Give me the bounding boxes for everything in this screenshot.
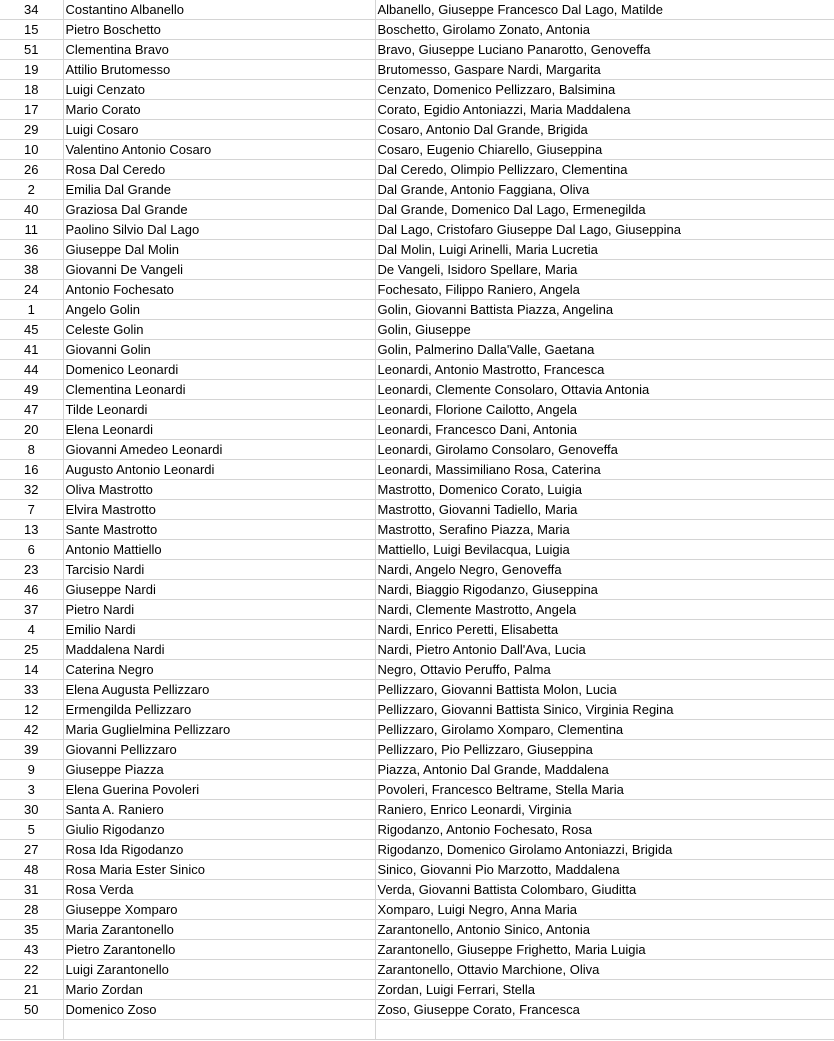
- number-cell[interactable]: 40: [0, 200, 63, 220]
- table-row: [0, 60, 834, 80]
- parents-cell[interactable]: Mastrotto, Serafino Piazza, Maria: [375, 520, 834, 540]
- parents-cell[interactable]: Rigodanzo, Domenico Girolamo Antoniazzi, Brigida: [375, 840, 834, 860]
- table-row: [0, 120, 834, 140]
- table-row: [0, 460, 834, 480]
- number-cell[interactable]: 18: [0, 80, 63, 100]
- parents-cell[interactable]: Pellizzaro, Girolamo Xomparo, Clementina: [375, 720, 834, 740]
- parents-cell[interactable]: Cosaro, Eugenio Chiarello, Giuseppina: [375, 140, 834, 160]
- name-cell[interactable]: Giovanni De Vangeli: [63, 260, 375, 280]
- table-row: [0, 380, 834, 400]
- number-cell[interactable]: 39: [0, 740, 63, 760]
- parents-cell[interactable]: Verda, Giovanni Battista Colombaro, Giuditta: [375, 880, 834, 900]
- name-cell[interactable]: Rosa Verda: [63, 880, 375, 900]
- name-cell[interactable]: Rosa Ida Rigodanzo: [63, 840, 375, 860]
- parents-cell[interactable]: Negro, Ottavio Peruffo, Palma: [375, 660, 834, 680]
- number-cell[interactable]: 30: [0, 800, 63, 820]
- name-cell[interactable]: Sante Mastrotto: [63, 520, 375, 540]
- name-cell[interactable]: Giovanni Pellizzaro: [63, 740, 375, 760]
- table-row: [0, 920, 834, 940]
- parents-cell[interactable]: Mattiello, Luigi Bevilacqua, Luigia: [375, 540, 834, 560]
- parents-cell[interactable]: [375, 1020, 834, 1040]
- table-row: [0, 600, 834, 620]
- parents-cell[interactable]: Leonardi, Massimiliano Rosa, Caterina: [375, 460, 834, 480]
- table-row: [0, 540, 834, 560]
- table-row: [0, 500, 834, 520]
- name-cell[interactable]: Giuseppe Piazza: [63, 760, 375, 780]
- table-row: [0, 320, 834, 340]
- number-cell[interactable]: 50: [0, 1000, 63, 1020]
- number-cell[interactable]: 31: [0, 880, 63, 900]
- number-cell[interactable]: 36: [0, 240, 63, 260]
- table-row: [0, 520, 834, 540]
- parents-cell[interactable]: Fochesato, Filippo Raniero, Angela: [375, 280, 834, 300]
- parents-cell[interactable]: Zoso, Giuseppe Corato, Francesca: [375, 1000, 834, 1020]
- name-cell[interactable]: Mario Corato: [63, 100, 375, 120]
- parents-cell[interactable]: Corato, Egidio Antoniazzi, Maria Maddalena: [375, 100, 834, 120]
- name-cell[interactable]: Tilde Leonardi: [63, 400, 375, 420]
- number-cell[interactable]: 48: [0, 860, 63, 880]
- name-cell[interactable]: Emilio Nardi: [63, 620, 375, 640]
- parents-cell[interactable]: Zarantonello, Giuseppe Frighetto, Maria Luigia: [375, 940, 834, 960]
- parents-cell[interactable]: Albanello, Giuseppe Francesco Dal Lago, Matilde: [375, 0, 834, 20]
- number-cell[interactable]: 7: [0, 500, 63, 520]
- number-cell[interactable]: 16: [0, 460, 63, 480]
- table-row: [0, 620, 834, 640]
- table-row: [0, 300, 834, 320]
- name-cell[interactable]: Santa A. Raniero: [63, 800, 375, 820]
- name-cell[interactable]: Giulio Rigodanzo: [63, 820, 375, 840]
- table-row: [0, 360, 834, 380]
- table-row: [0, 760, 834, 780]
- parents-cell[interactable]: Golin, Palmerino Dalla'Valle, Gaetana: [375, 340, 834, 360]
- name-cell[interactable]: Mario Zordan: [63, 980, 375, 1000]
- table-row: [0, 900, 834, 920]
- number-cell[interactable]: 20: [0, 420, 63, 440]
- parents-cell[interactable]: Cosaro, Antonio Dal Grande, Brigida: [375, 120, 834, 140]
- table-row: [0, 340, 834, 360]
- table-row: [0, 700, 834, 720]
- number-cell[interactable]: 51: [0, 40, 63, 60]
- name-cell[interactable]: Paolino Silvio Dal Lago: [63, 220, 375, 240]
- number-cell[interactable]: 45: [0, 320, 63, 340]
- table-row: [0, 660, 834, 680]
- parents-cell[interactable]: Golin, Giuseppe: [375, 320, 834, 340]
- name-cell[interactable]: Rosa Maria Ester Sinico: [63, 860, 375, 880]
- name-cell[interactable]: Antonio Fochesato: [63, 280, 375, 300]
- table-row: [0, 280, 834, 300]
- parents-cell[interactable]: Dal Grande, Domenico Dal Lago, Ermenegilda: [375, 200, 834, 220]
- name-cell[interactable]: Rosa Dal Ceredo: [63, 160, 375, 180]
- parents-cell[interactable]: Zarantonello, Antonio Sinico, Antonia: [375, 920, 834, 940]
- number-cell[interactable]: 23: [0, 560, 63, 580]
- table-row: [0, 420, 834, 440]
- number-cell[interactable]: 11: [0, 220, 63, 240]
- parents-cell[interactable]: Povoleri, Francesco Beltrame, Stella Maria: [375, 780, 834, 800]
- number-cell[interactable]: 3: [0, 780, 63, 800]
- number-cell[interactable]: 29: [0, 120, 63, 140]
- number-cell[interactable]: [0, 1020, 63, 1040]
- parents-cell[interactable]: Leonardi, Antonio Mastrotto, Francesca: [375, 360, 834, 380]
- name-cell[interactable]: Elena Leonardi: [63, 420, 375, 440]
- table-row: [0, 0, 834, 20]
- number-cell[interactable]: 28: [0, 900, 63, 920]
- table-row: [0, 820, 834, 840]
- table-row: [0, 1020, 834, 1040]
- table-row: [0, 560, 834, 580]
- name-cell[interactable]: Ermengilda Pellizzaro: [63, 700, 375, 720]
- name-cell[interactable]: Clementina Leonardi: [63, 380, 375, 400]
- parents-cell[interactable]: Leonardi, Florione Cailotto, Angela: [375, 400, 834, 420]
- name-cell[interactable]: Augusto Antonio Leonardi: [63, 460, 375, 480]
- number-cell[interactable]: 21: [0, 980, 63, 1000]
- name-cell[interactable]: Giuseppe Nardi: [63, 580, 375, 600]
- number-cell[interactable]: 15: [0, 20, 63, 40]
- name-cell[interactable]: Pietro Zarantonello: [63, 940, 375, 960]
- number-cell[interactable]: 14: [0, 660, 63, 680]
- parents-cell[interactable]: Brutomesso, Gaspare Nardi, Margarita: [375, 60, 834, 80]
- number-cell[interactable]: 33: [0, 680, 63, 700]
- table-row: [0, 480, 834, 500]
- name-cell[interactable]: Maria Zarantonello: [63, 920, 375, 940]
- parents-cell[interactable]: Zordan, Luigi Ferrari, Stella: [375, 980, 834, 1000]
- number-cell[interactable]: 17: [0, 100, 63, 120]
- name-cell[interactable]: [63, 1020, 375, 1040]
- number-cell[interactable]: 22: [0, 960, 63, 980]
- parents-cell[interactable]: Mastrotto, Giovanni Tadiello, Maria: [375, 500, 834, 520]
- name-cell[interactable]: Valentino Antonio Cosaro: [63, 140, 375, 160]
- name-cell[interactable]: Clementina Bravo: [63, 40, 375, 60]
- name-cell[interactable]: Angelo Golin: [63, 300, 375, 320]
- parents-cell[interactable]: Xomparo, Luigi Negro, Anna Maria: [375, 900, 834, 920]
- table-row: [0, 160, 834, 180]
- table-row: [0, 580, 834, 600]
- table-row: [0, 780, 834, 800]
- table-row: [0, 720, 834, 740]
- table-row: [0, 240, 834, 260]
- number-cell[interactable]: 26: [0, 160, 63, 180]
- number-cell[interactable]: 47: [0, 400, 63, 420]
- parents-cell[interactable]: Bravo, Giuseppe Luciano Panarotto, Genoveffa: [375, 40, 834, 60]
- name-cell[interactable]: Luigi Cosaro: [63, 120, 375, 140]
- number-cell[interactable]: 19: [0, 60, 63, 80]
- name-cell[interactable]: Oliva Mastrotto: [63, 480, 375, 500]
- table-row: [0, 400, 834, 420]
- parents-cell[interactable]: Nardi, Angelo Negro, Genoveffa: [375, 560, 834, 580]
- parents-cell[interactable]: Dal Molin, Luigi Arinelli, Maria Lucretia: [375, 240, 834, 260]
- parents-cell[interactable]: Leonardi, Francesco Dani, Antonia: [375, 420, 834, 440]
- table-row: [0, 260, 834, 280]
- parents-cell[interactable]: Raniero, Enrico Leonardi, Virginia: [375, 800, 834, 820]
- name-cell[interactable]: Elena Guerina Povoleri: [63, 780, 375, 800]
- table-row: [0, 220, 834, 240]
- number-cell[interactable]: 41: [0, 340, 63, 360]
- table-row: [0, 860, 834, 880]
- table-row: [0, 980, 834, 1000]
- name-cell[interactable]: Luigi Zarantonello: [63, 960, 375, 980]
- name-cell[interactable]: Elvira Mastrotto: [63, 500, 375, 520]
- number-cell[interactable]: 10: [0, 140, 63, 160]
- table-row: [0, 800, 834, 820]
- parents-cell[interactable]: Pellizzaro, Giovanni Battista Sinico, Virginia Regina: [375, 700, 834, 720]
- name-cell[interactable]: Tarcisio Nardi: [63, 560, 375, 580]
- name-cell[interactable]: Emilia Dal Grande: [63, 180, 375, 200]
- name-cell[interactable]: Luigi Cenzato: [63, 80, 375, 100]
- number-cell[interactable]: 6: [0, 540, 63, 560]
- table-row: [0, 40, 834, 60]
- parents-cell[interactable]: Cenzato, Domenico Pellizzaro, Balsimina: [375, 80, 834, 100]
- table-row: [0, 200, 834, 220]
- number-cell[interactable]: 42: [0, 720, 63, 740]
- parents-cell[interactable]: Nardi, Clemente Mastrotto, Angela: [375, 600, 834, 620]
- number-cell[interactable]: 9: [0, 760, 63, 780]
- parents-cell[interactable]: Leonardi, Girolamo Consolaro, Genoveffa: [375, 440, 834, 460]
- parents-cell[interactable]: Nardi, Enrico Peretti, Elisabetta: [375, 620, 834, 640]
- number-cell[interactable]: 46: [0, 580, 63, 600]
- name-cell[interactable]: Giovanni Golin: [63, 340, 375, 360]
- table-row: [0, 100, 834, 120]
- number-cell[interactable]: 1: [0, 300, 63, 320]
- name-cell[interactable]: Maria Guglielmina Pellizzaro: [63, 720, 375, 740]
- name-cell[interactable]: Elena Augusta Pellizzaro: [63, 680, 375, 700]
- parents-cell[interactable]: Nardi, Biaggio Rigodanzo, Giuseppina: [375, 580, 834, 600]
- table-row: [0, 960, 834, 980]
- name-cell[interactable]: Costantino Albanello: [63, 0, 375, 20]
- name-cell[interactable]: Attilio Brutomesso: [63, 60, 375, 80]
- name-cell[interactable]: Giuseppe Dal Molin: [63, 240, 375, 260]
- number-cell[interactable]: 49: [0, 380, 63, 400]
- parents-cell[interactable]: Golin, Giovanni Battista Piazza, Angelina: [375, 300, 834, 320]
- name-cell[interactable]: Domenico Leonardi: [63, 360, 375, 380]
- parents-cell[interactable]: Pellizzaro, Giovanni Battista Molon, Lucia: [375, 680, 834, 700]
- number-cell[interactable]: 44: [0, 360, 63, 380]
- table-row: [0, 880, 834, 900]
- table-row: [0, 440, 834, 460]
- number-cell[interactable]: 34: [0, 0, 63, 20]
- table-row: [0, 20, 834, 40]
- number-cell[interactable]: 2: [0, 180, 63, 200]
- number-cell[interactable]: 27: [0, 840, 63, 860]
- table-row: [0, 180, 834, 200]
- number-cell[interactable]: 24: [0, 280, 63, 300]
- table-row: [0, 940, 834, 960]
- name-cell[interactable]: Giovanni Amedeo Leonardi: [63, 440, 375, 460]
- name-cell[interactable]: Pietro Boschetto: [63, 20, 375, 40]
- number-cell[interactable]: 35: [0, 920, 63, 940]
- parents-cell[interactable]: Leonardi, Clemente Consolaro, Ottavia Antonia: [375, 380, 834, 400]
- parents-cell[interactable]: Sinico, Giovanni Pio Marzotto, Maddalena: [375, 860, 834, 880]
- name-cell[interactable]: Domenico Zoso: [63, 1000, 375, 1020]
- name-cell[interactable]: Antonio Mattiello: [63, 540, 375, 560]
- number-cell[interactable]: 13: [0, 520, 63, 540]
- name-cell[interactable]: Celeste Golin: [63, 320, 375, 340]
- table-row: [0, 840, 834, 860]
- name-cell[interactable]: Pietro Nardi: [63, 600, 375, 620]
- parents-cell[interactable]: Dal Grande, Antonio Faggiana, Oliva: [375, 180, 834, 200]
- name-cell[interactable]: Giuseppe Xomparo: [63, 900, 375, 920]
- table-row: [0, 740, 834, 760]
- number-cell[interactable]: 12: [0, 700, 63, 720]
- parents-cell[interactable]: Mastrotto, Domenico Corato, Luigia: [375, 480, 834, 500]
- parents-cell[interactable]: Nardi, Pietro Antonio Dall'Ava, Lucia: [375, 640, 834, 660]
- parents-cell[interactable]: Pellizzaro, Pio Pellizzaro, Giuseppina: [375, 740, 834, 760]
- number-cell[interactable]: 5: [0, 820, 63, 840]
- name-cell[interactable]: Caterina Negro: [63, 660, 375, 680]
- name-cell[interactable]: Maddalena Nardi: [63, 640, 375, 660]
- parents-cell[interactable]: Boschetto, Girolamo Zonato, Antonia: [375, 20, 834, 40]
- number-cell[interactable]: 38: [0, 260, 63, 280]
- parents-cell[interactable]: Dal Lago, Cristofaro Giuseppe Dal Lago, Giuseppina: [375, 220, 834, 240]
- number-cell[interactable]: 37: [0, 600, 63, 620]
- parents-cell[interactable]: Dal Ceredo, Olimpio Pellizzaro, Clementina: [375, 160, 834, 180]
- parents-cell[interactable]: De Vangeli, Isidoro Spellare, Maria: [375, 260, 834, 280]
- parents-cell[interactable]: Piazza, Antonio Dal Grande, Maddalena: [375, 760, 834, 780]
- number-cell[interactable]: 32: [0, 480, 63, 500]
- number-cell[interactable]: 8: [0, 440, 63, 460]
- table-row: [0, 1000, 834, 1020]
- table-row: [0, 80, 834, 100]
- name-cell[interactable]: Graziosa Dal Grande: [63, 200, 375, 220]
- table-row: [0, 680, 834, 700]
- number-cell[interactable]: 43: [0, 940, 63, 960]
- number-cell[interactable]: 4: [0, 620, 63, 640]
- number-cell[interactable]: 25: [0, 640, 63, 660]
- table-row: [0, 140, 834, 160]
- parents-cell[interactable]: Rigodanzo, Antonio Fochesato, Rosa: [375, 820, 834, 840]
- table-row: [0, 640, 834, 660]
- parents-cell[interactable]: Zarantonello, Ottavio Marchione, Oliva: [375, 960, 834, 980]
